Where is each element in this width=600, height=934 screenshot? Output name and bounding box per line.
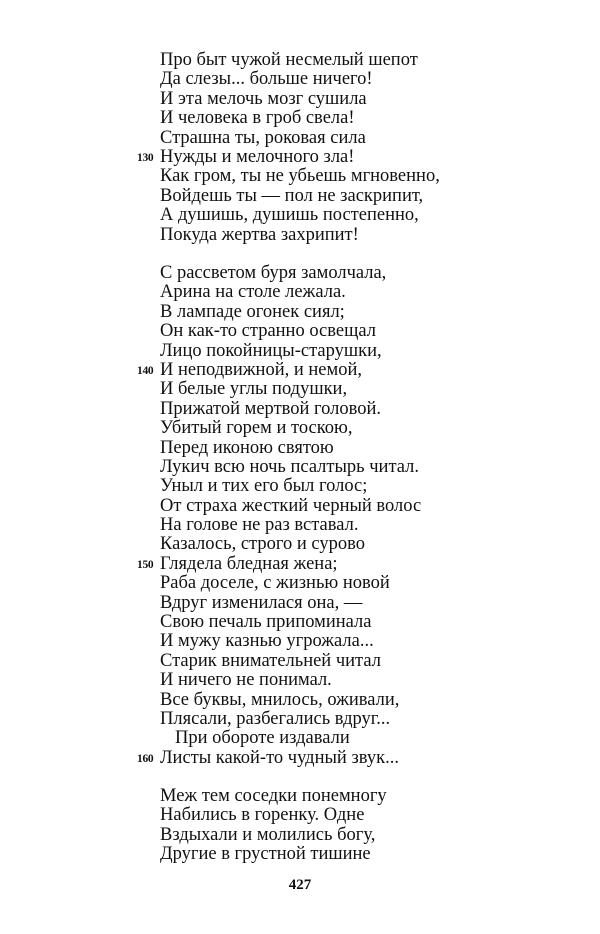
line-text: Уныл и тих его был голос; bbox=[160, 476, 368, 497]
line-text: Все буквы, мнилось, оживали, bbox=[160, 689, 400, 710]
line-text: Меж тем соседки понемногу bbox=[160, 786, 387, 806]
poem-line bbox=[0, 322, 600, 341]
poem-line bbox=[0, 652, 600, 671]
line-number: 160 bbox=[137, 752, 154, 765]
poem-line bbox=[0, 419, 600, 438]
line-text: Другие в грустной тишине bbox=[160, 844, 371, 865]
line-text: Перед иконою святою bbox=[160, 437, 334, 458]
line-text: Вздыхали и молились богу, bbox=[160, 824, 376, 845]
line-text: Набились в горенку. Одне bbox=[160, 805, 365, 826]
line-number: 130 bbox=[137, 151, 154, 164]
poem-line bbox=[0, 70, 600, 89]
poem-line bbox=[0, 845, 600, 864]
line-text: Войдешь ты — пол не заскрипит, bbox=[160, 185, 424, 206]
stanza-2 bbox=[0, 264, 600, 768]
line-text: И человека в гроб свела! bbox=[160, 108, 355, 129]
poem-line bbox=[0, 51, 600, 70]
poem-line bbox=[0, 787, 600, 806]
poem-line bbox=[0, 167, 600, 186]
line-text: Покуда жертва захрипит! bbox=[160, 224, 359, 245]
line-text: Казалось, строго и сурово bbox=[160, 534, 365, 555]
line-text: Убитый горем и тоскою, bbox=[160, 418, 353, 439]
poem-line bbox=[0, 497, 600, 516]
poem-line bbox=[0, 826, 600, 845]
line-text: Страшна ты, роковая сила bbox=[160, 127, 366, 148]
poem-line bbox=[0, 458, 600, 477]
poem-line bbox=[0, 148, 600, 167]
poem-line bbox=[0, 283, 600, 302]
line-text: И мужу казнью угрожала... bbox=[160, 631, 374, 652]
line-number: 140 bbox=[137, 364, 154, 377]
line-text: Лукич всю ночь псалтырь читал. bbox=[160, 456, 419, 477]
poem-line bbox=[0, 574, 600, 593]
poem-line bbox=[0, 729, 600, 748]
poem-line bbox=[0, 439, 600, 458]
poem-line bbox=[0, 361, 600, 380]
line-text: Свою печаль припоминала bbox=[160, 612, 372, 633]
line-text: И белые углы подушки, bbox=[160, 379, 348, 400]
line-text: И неподвижной, и немой, bbox=[160, 359, 362, 380]
page-number: 427 bbox=[288, 877, 312, 893]
poem-line bbox=[0, 90, 600, 109]
line-text: Листы какой-то чудный звук... bbox=[160, 747, 399, 768]
line-text: И ничего не понимал. bbox=[160, 670, 332, 691]
line-text: Арина на столе лежала. bbox=[160, 282, 346, 303]
poem-line bbox=[0, 555, 600, 574]
line-text: При обороте издавали bbox=[175, 728, 350, 749]
poem-line bbox=[0, 749, 600, 768]
line-text: Лицо покойницы-старушки, bbox=[160, 340, 382, 361]
poem-line bbox=[0, 129, 600, 148]
poem-line bbox=[0, 671, 600, 690]
line-text: Нужды и мелочного зла! bbox=[160, 146, 355, 167]
line-text: На голове не раз вставал. bbox=[160, 515, 359, 536]
poem-line bbox=[0, 691, 600, 710]
line-text: От страха жесткий черный волос bbox=[160, 495, 422, 516]
line-text: Прижатой мертвой головой. bbox=[160, 398, 382, 419]
poem-line bbox=[0, 535, 600, 554]
line-text: С рассветом буря замолчала, bbox=[160, 263, 387, 283]
poem-line bbox=[0, 380, 600, 399]
stanza-3 bbox=[0, 787, 600, 865]
poem-line bbox=[0, 516, 600, 535]
poem-line bbox=[0, 400, 600, 419]
poem-line bbox=[0, 187, 600, 206]
poem-line bbox=[0, 613, 600, 632]
poem-line bbox=[0, 806, 600, 825]
poem-line bbox=[0, 109, 600, 128]
poem-line bbox=[0, 342, 600, 361]
line-text: Вдруг изменилася она, — bbox=[160, 592, 363, 613]
line-text: Плясали, разбегались вдруг... bbox=[160, 708, 391, 729]
line-text: Как гром, ты не убьешь мгновенно, bbox=[160, 166, 440, 187]
line-text: В лампаде огонек сиял; bbox=[160, 301, 345, 322]
poem-line bbox=[0, 710, 600, 729]
poem-line bbox=[0, 632, 600, 651]
poem-line bbox=[0, 303, 600, 322]
line-number: 150 bbox=[137, 558, 154, 571]
poem-line bbox=[0, 264, 600, 283]
line-text: И эта мелочь мозг сушила bbox=[160, 88, 367, 109]
poem-line bbox=[0, 226, 600, 245]
line-text: Раба доселе, с жизнью новой bbox=[160, 573, 390, 594]
line-text: А душишь, душишь постепенно, bbox=[160, 205, 419, 226]
line-text: Он как-то странно освещал bbox=[160, 321, 376, 342]
line-text: Да слезы... больше ничего! bbox=[160, 69, 373, 90]
line-text: Глядела бледная жена; bbox=[160, 553, 338, 574]
poem-line bbox=[0, 206, 600, 225]
poem-line bbox=[0, 594, 600, 613]
line-text: Старик внимательней читал bbox=[160, 650, 381, 671]
poem-line bbox=[0, 477, 600, 496]
line-text: Про быт чужой несмелый шепот bbox=[160, 50, 418, 70]
stanza-1 bbox=[0, 51, 600, 245]
